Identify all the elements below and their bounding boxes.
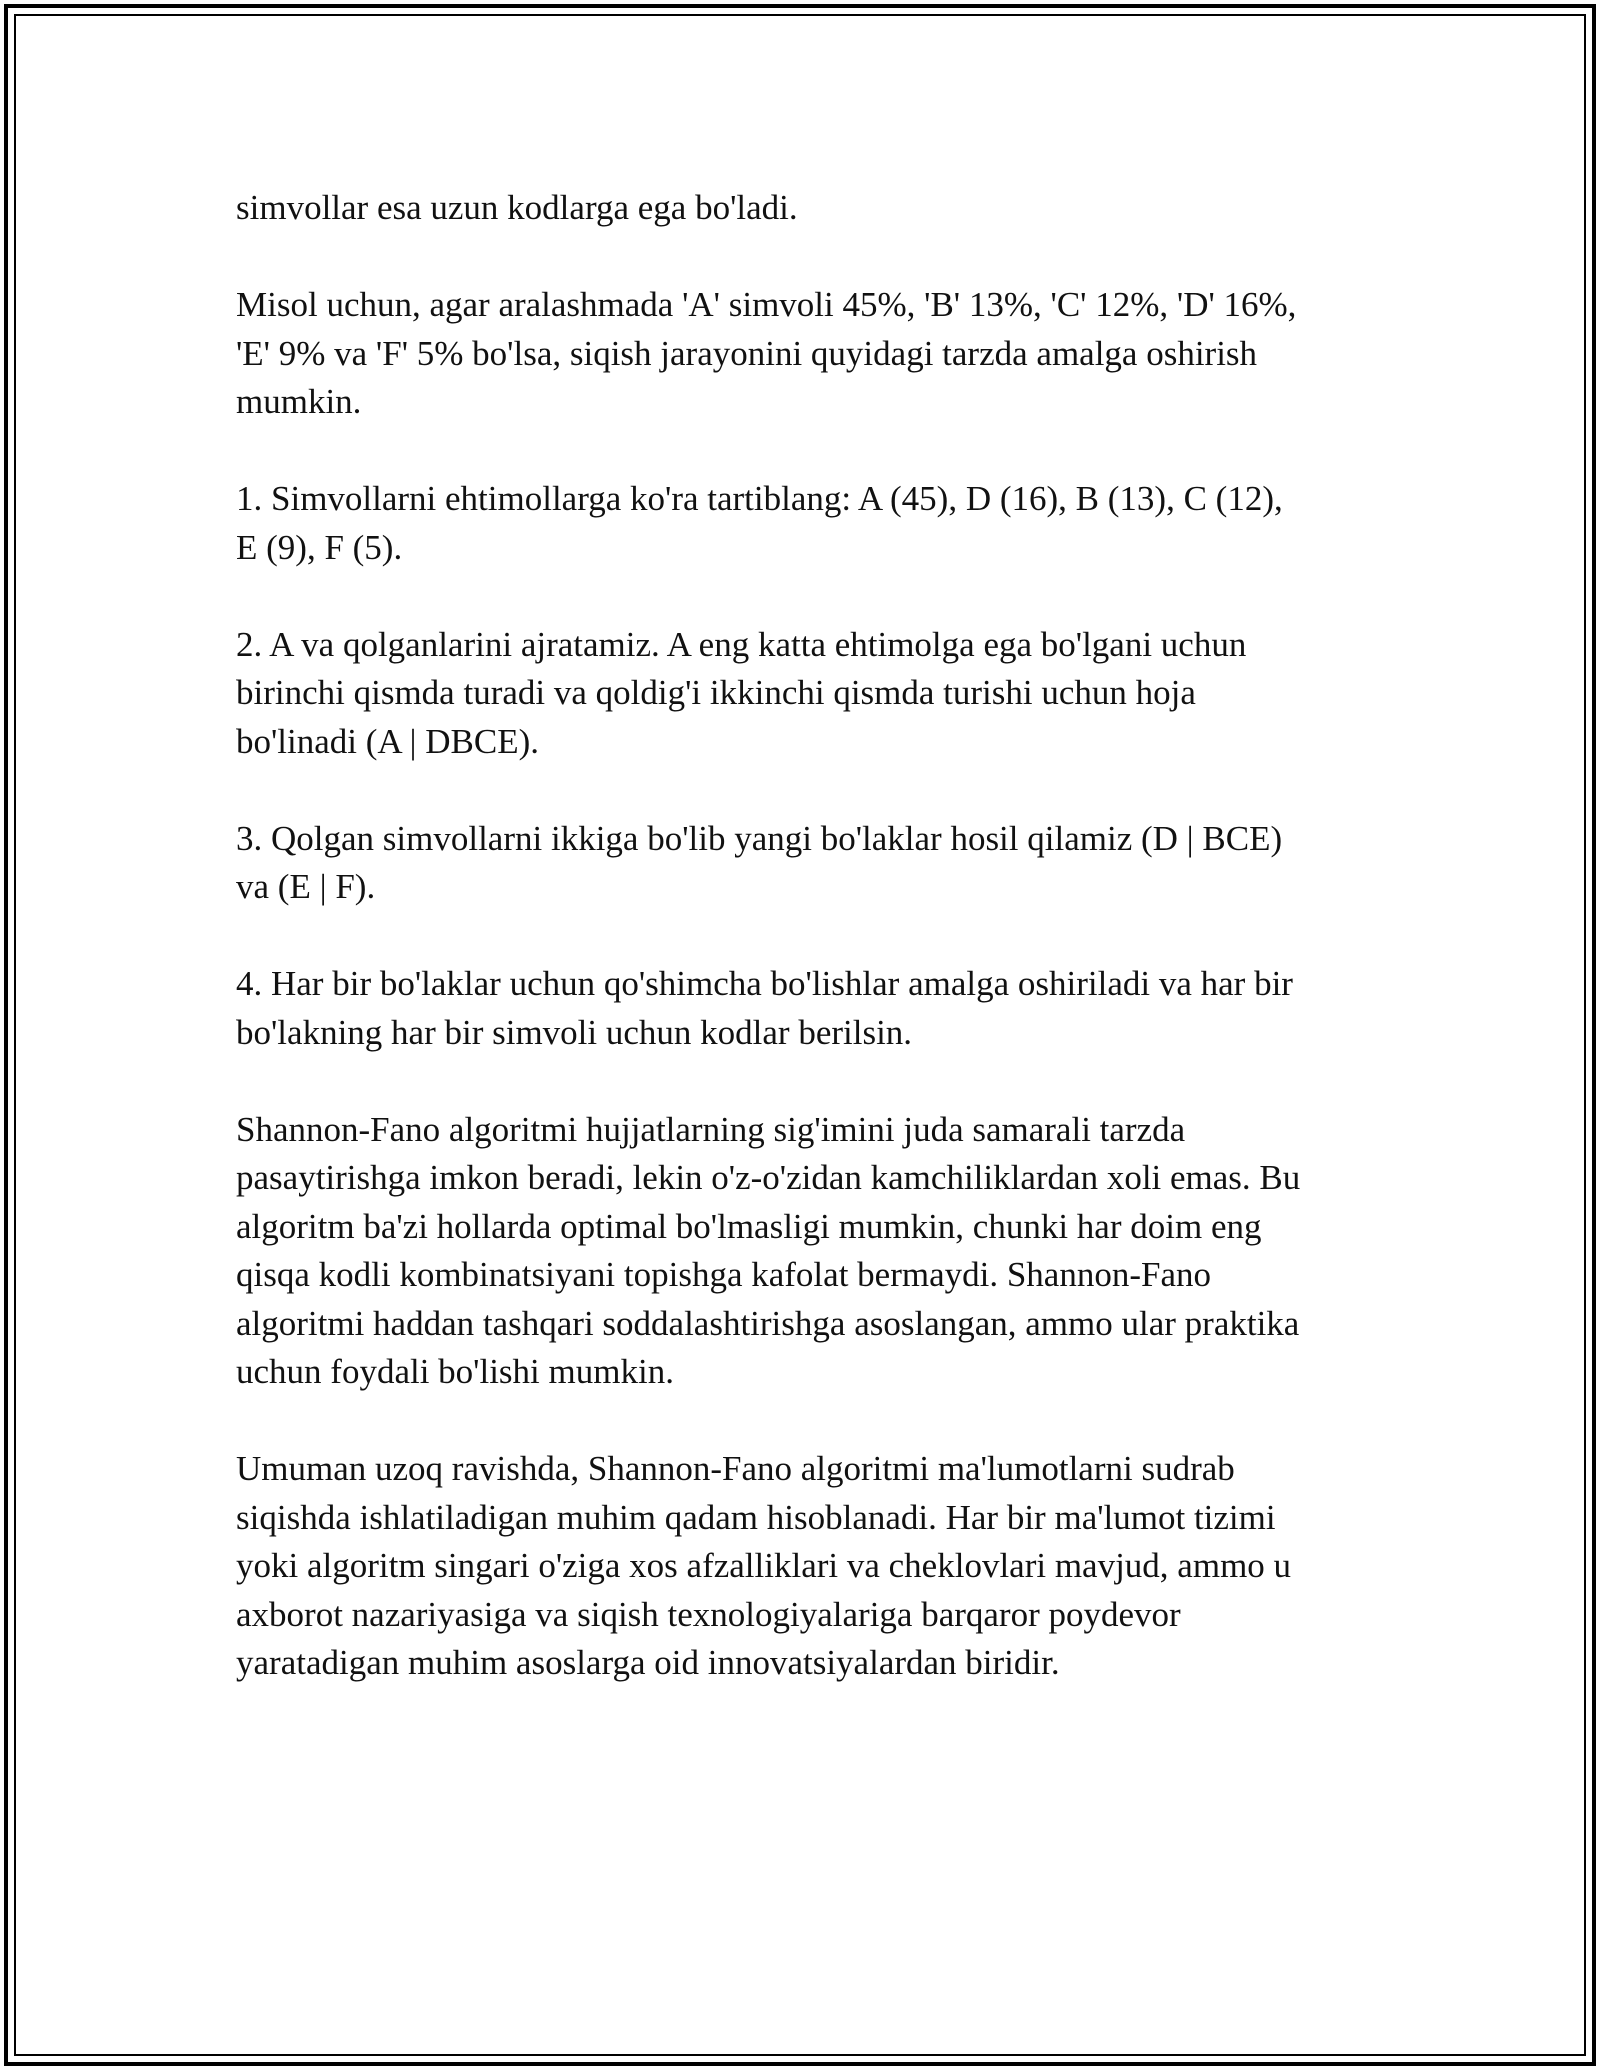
list-item-step-1: 1. Simvollarni ehtimollarga ko'ra tartiblang: A (45), D (16), B (13), C (12), E (9), F (5). xyxy=(236,479,1283,567)
paragraph-continuation: simvollar esa uzun kodlarga ega bo'ladi. xyxy=(236,188,798,227)
paragraph-limitations: Shannon-Fano algoritmi hujjatlarning sig'imini juda samarali tarzda pasaytirishga imkon beradi, lekin o'z-o'zidan kamchiliklardan xoli emas. Bu algoritm ba'zi hollarda optimal bo'lmasligi mumkin, chunki har doim eng qisqa kodli kombinatsiyani topishga kafolat bermaydi. Shannon-Fano algoritmi haddan tashqari soddalashtirishga asoslangan, ammo ular praktika uchun foydali bo'lishi mumkin. xyxy=(236,1109,1301,1391)
list-item-step-2: 2. A va qolganlarini ajratamiz. A eng katta ehtimolga ega bo'lgani uchun birinchi qismda turadi va qoldig'i ikkinchi qismda turishi uchun hoja bo'linadi (A | DBCE). xyxy=(236,624,1247,761)
document-body xyxy=(236,184,1366,1736)
paragraph-example-intro: Misol uchun, agar aralashmada 'A' simvoli 45%, 'B' 13%, 'C' 12%, 'D' 16%, 'E' 9% va 'F' 5% bo'lsa, siqish jarayonini quyidagi tarzda amalga oshirish mumkin. xyxy=(236,285,1297,421)
list-item-step-4: 4. Har bir bo'laklar uchun qo'shimcha bo'lishlar amalga oshiriladi va har bir bo'lakning har bir simvoli uchun kodlar berilsin. xyxy=(236,964,1293,1052)
paragraph-conclusion: Umuman uzoq ravishda, Shannon-Fano algoritmi ma'lumotlarni sudrab siqishda ishlatiladigan muhim qadam hisoblanadi. Har bir ma'lumot tizimi yoki algoritm singari o'ziga xos afzalliklari va cheklovlari mavjud, ammo u axborot nazariyasiga va siqish texnologiyalariga barqaror poydevor yaratadigan muhim asoslarga oid innovatsiyalardan biridir. xyxy=(236,1449,1292,1682)
list-item-step-3: 3. Qolgan simvollarni ikkiga bo'lib yangi bo'laklar hosil qilamiz (D | BCE) va (E | F). xyxy=(236,818,1283,906)
